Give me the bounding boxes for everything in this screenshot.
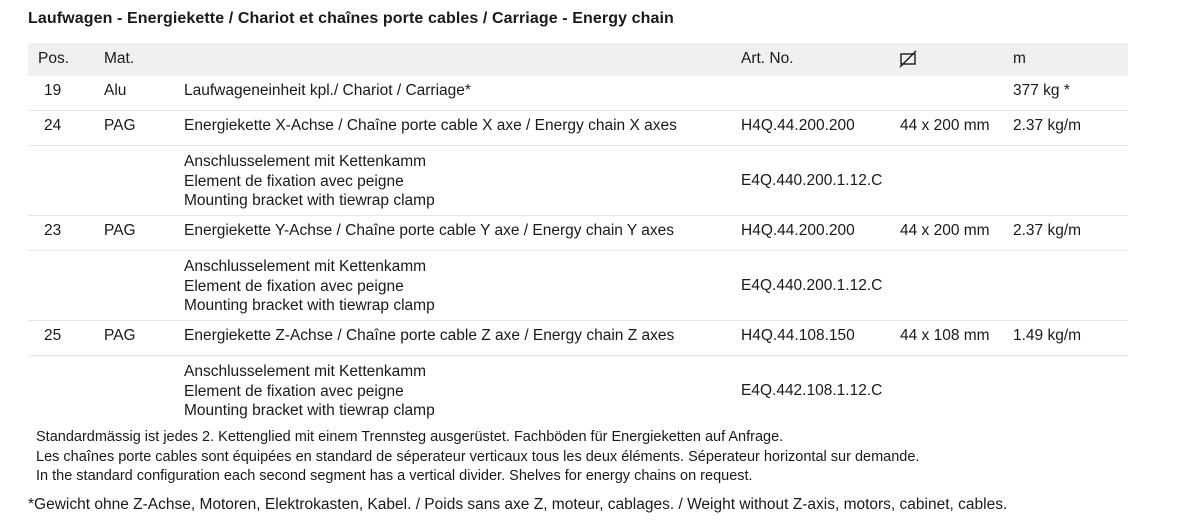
table-header [28, 43, 1128, 76]
desc-line: Element de fixation avec peigne [184, 172, 404, 190]
pos-cell: 24 [44, 117, 62, 134]
m-cell: 2.37 kg/m [1013, 222, 1082, 239]
desc-cell: Energiekette X-Achse / Chaîne porte cable X axe / Energy chain X axes [184, 117, 677, 134]
table-row [28, 321, 1128, 356]
pos-cell: 23 [44, 222, 62, 239]
note-line-fr: Les chaînes porte cables sont équipées en standard de séperateur verticaux tous les deux éléments. Séperateur horizontal sur demande. [36, 448, 920, 465]
weight-footnote: *Gewicht ohne Z-Achse, Motoren, Elektrokasten, Kabel. / Poids sans axe Z, moteur, cablages. / Weight without Z-axis, motors, cabinet, cables. [28, 496, 1008, 513]
dim-cell: 44 x 108 mm [900, 327, 990, 344]
desc-cell [184, 362, 435, 421]
header-mat: Mat. [104, 50, 135, 67]
desc-line: Anschlusselement mit Kettenkamm [184, 258, 427, 275]
art-cell: E4Q.442.108.1.12.C [741, 382, 883, 399]
art-cell: E4Q.440.200.1.12.C [741, 172, 883, 189]
diameter-icon [899, 50, 917, 68]
art-cell: E4Q.440.200.1.12.C [741, 277, 883, 294]
header-m: m [1013, 50, 1026, 67]
desc-line: Mounting bracket with tiewrap clamp [184, 192, 435, 209]
pos-cell: 25 [44, 327, 62, 344]
art-cell: H4Q.44.200.200 [741, 117, 855, 134]
m-cell: 2.37 kg/m [1013, 117, 1082, 134]
header-pos: Pos. [38, 50, 70, 67]
desc-line: Element de fixation avec peigne [184, 382, 404, 400]
note-line-de: Standardmässig ist jedes 2. Kettenglied mit einem Trennsteg ausgerüstet. Fachböden für Energieketten auf Anfrage. [36, 429, 784, 445]
dim-cell: 44 x 200 mm [900, 117, 990, 134]
desc-cell [184, 152, 435, 211]
dim-cell: 44 x 200 mm [900, 222, 990, 239]
m-cell: 377 kg * [1013, 82, 1070, 99]
desc-line: Mounting bracket with tiewrap clamp [184, 297, 435, 314]
document-title: Laufwagen - Energiekette / Chariot et chaînes porte cables / Carriage - Energy chain [28, 10, 674, 27]
desc-line: Anschlusselement mit Kettenkamm [184, 363, 427, 380]
mat-cell: PAG [104, 327, 136, 344]
header-art-no: Art. No. [741, 50, 794, 67]
notes-block [36, 428, 919, 487]
mat-cell: PAG [104, 222, 136, 239]
table-row [28, 146, 1128, 216]
table-row [28, 356, 1128, 425]
desc-line: Mounting bracket with tiewrap clamp [184, 402, 435, 419]
table-row [28, 76, 1128, 111]
note-line-en: In the standard configuration each second segment has a vertical divider. Shelves for energy chains on request. [36, 468, 753, 484]
table-row [28, 251, 1128, 321]
table-row [28, 216, 1128, 251]
art-cell: H4Q.44.108.150 [741, 327, 855, 344]
desc-cell: Laufwageneinheit kpl./ Chariot / Carriage* [184, 82, 471, 99]
pos-cell: 19 [44, 82, 62, 99]
desc-cell [184, 257, 435, 316]
table-row [28, 111, 1128, 146]
mat-cell: Alu [104, 82, 127, 99]
mat-cell: PAG [104, 117, 136, 134]
desc-cell: Energiekette Y-Achse / Chaîne porte cable Y axe / Energy chain Y axes [184, 222, 675, 239]
desc-line: Anschlusselement mit Kettenkamm [184, 153, 427, 170]
parts-table [28, 43, 1128, 425]
m-cell: 1.49 kg/m [1013, 327, 1082, 344]
art-cell: H4Q.44.200.200 [741, 222, 855, 239]
desc-cell: Energiekette Z-Achse / Chaîne porte cable Z axe / Energy chain Z axes [184, 327, 675, 344]
desc-line: Element de fixation avec peigne [184, 277, 404, 295]
